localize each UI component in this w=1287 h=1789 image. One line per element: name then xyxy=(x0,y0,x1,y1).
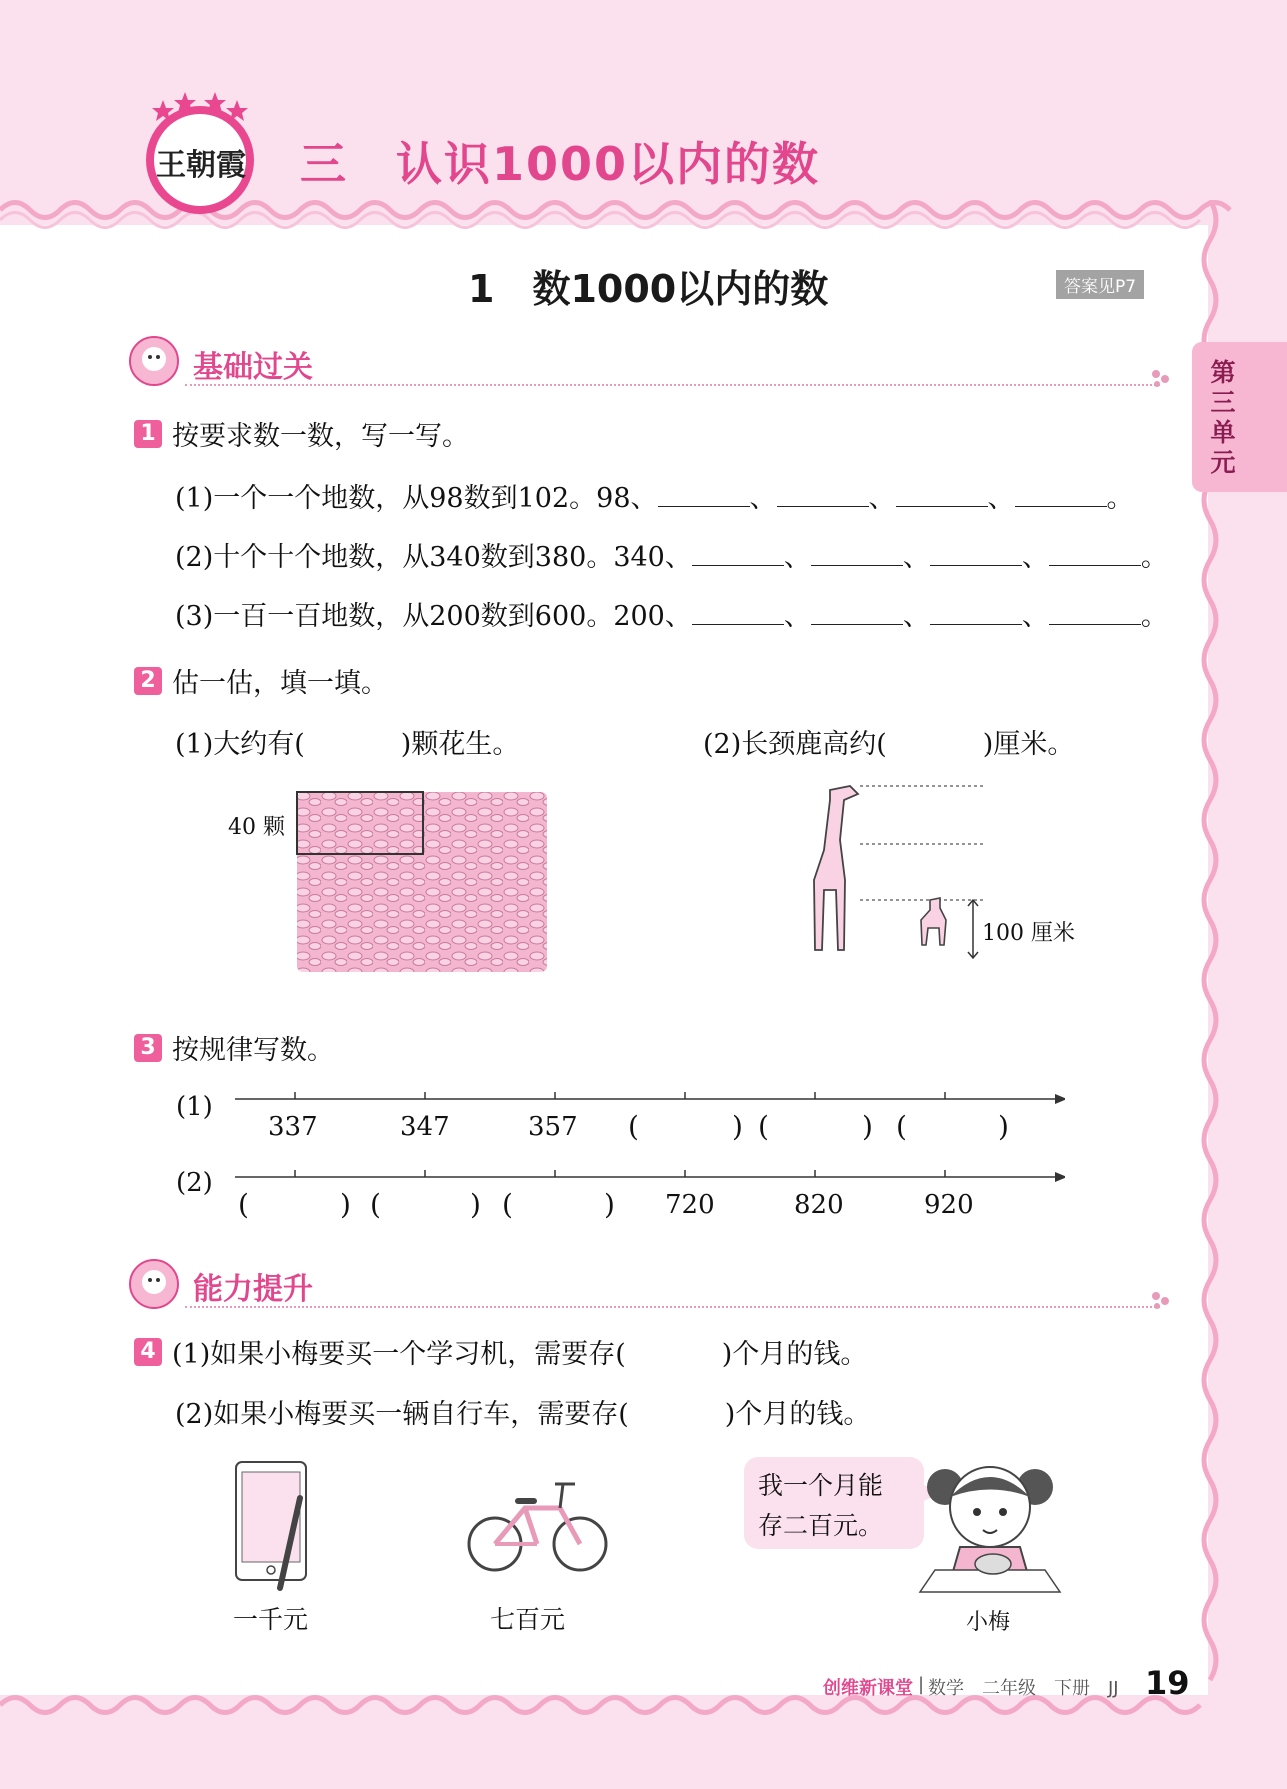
q3-prompt: 按规律写数。 xyxy=(172,1035,334,1066)
page-number: 19 xyxy=(1145,1664,1190,1702)
speech-text-line-1: 我一个月能 xyxy=(758,1471,884,1500)
separator: 、 xyxy=(749,483,777,514)
section-mascot-icon xyxy=(128,1258,180,1310)
question-number-badge: 3 xyxy=(134,1034,162,1062)
q1-item-1 xyxy=(175,476,1134,515)
bicycle-image xyxy=(465,1468,610,1578)
answer-blank[interactable] xyxy=(1049,602,1141,625)
answer-blank[interactable] xyxy=(692,543,784,566)
q2-part1 xyxy=(175,722,519,761)
giraffe-deer-image xyxy=(800,780,1000,960)
logo-name: 王朝霞 xyxy=(156,148,246,183)
answer-blank[interactable] xyxy=(1015,484,1107,507)
separator: 、 xyxy=(902,601,930,632)
answer-paren-close: ) xyxy=(862,1110,873,1143)
q2-part2-post: )厘米。 xyxy=(982,729,1075,760)
section-mascot-icon xyxy=(128,335,180,387)
answer-blank[interactable] xyxy=(811,543,903,566)
footer-book-info: 数学 二年级 下册 JJ xyxy=(928,1678,1119,1699)
question-number-badge: 2 xyxy=(134,667,162,695)
number-line-1-value: 347 xyxy=(400,1112,450,1142)
peanut-pile-image xyxy=(295,790,550,975)
separator: 、 xyxy=(783,542,811,573)
question-number-badge: 4 xyxy=(134,1338,162,1366)
q2-part2 xyxy=(703,722,1074,761)
speech-text-line-2: 存二百元。 xyxy=(758,1511,884,1540)
answer-paren-open[interactable]: ( xyxy=(896,1110,907,1143)
answer-blank[interactable] xyxy=(896,484,988,507)
answer-paren-close: ) xyxy=(998,1110,1009,1143)
answer-blank[interactable] xyxy=(658,484,750,507)
answer-blank[interactable] xyxy=(811,602,903,625)
number-line-1-value: 337 xyxy=(268,1112,318,1142)
separator: 、 xyxy=(1021,601,1049,632)
answer-paren-open[interactable]: ( xyxy=(758,1110,769,1143)
number-line-1-value: 357 xyxy=(528,1112,578,1142)
q2-part1-post: )颗花生。 xyxy=(400,729,520,760)
tablet-price: 一千元 xyxy=(233,1605,309,1634)
answer-paren-open[interactable]: ( xyxy=(238,1188,249,1221)
separator: 、 xyxy=(783,601,811,632)
q2-part1-pre: (1)大约有( xyxy=(175,729,305,760)
lesson-title: 1 数1000以内的数 xyxy=(468,267,829,311)
answer-paren-close: ) xyxy=(470,1188,481,1221)
q4-line-2-post: )个月的钱。 xyxy=(724,1399,871,1430)
bicycle-price: 七百元 xyxy=(490,1605,566,1634)
q2-prompt: 估一估，填一填。 xyxy=(172,668,388,699)
dots-decor-icon xyxy=(1148,1288,1172,1312)
answer-blank[interactable] xyxy=(692,602,784,625)
section-title-basic: 基础过关 xyxy=(193,350,313,385)
section-divider xyxy=(185,1306,1160,1308)
q1-prompt: 按要求数一数，写一写。 xyxy=(172,421,469,452)
q4-line-2 xyxy=(175,1392,870,1431)
period: 。 xyxy=(1140,601,1168,632)
peanut-sample-label: 40 颗 xyxy=(228,815,285,840)
q4-line-1-pre: (1)如果小梅要买一个学习机，需要存( xyxy=(172,1339,626,1370)
answer-blank[interactable] xyxy=(930,602,1022,625)
q1-item-3-text: (3)一百一百地数，从200数到600。200、 xyxy=(175,601,692,632)
answer-paren-open[interactable]: ( xyxy=(502,1188,513,1221)
dots-decor-icon xyxy=(1148,366,1172,390)
question-number-badge: 1 xyxy=(134,420,162,448)
number-line-2-label: (2) xyxy=(176,1168,213,1198)
period: 。 xyxy=(1140,542,1168,573)
answer-paren-close: ) xyxy=(340,1188,351,1221)
footer-brand: 创维新课堂 xyxy=(823,1678,913,1699)
section-divider xyxy=(185,384,1160,386)
number-line-2-value: 820 xyxy=(794,1190,844,1220)
girl-xiaomei-image xyxy=(915,1452,1065,1602)
answer-blank[interactable] xyxy=(1049,543,1141,566)
answer-paren-open[interactable]: ( xyxy=(370,1188,381,1221)
deer-height-label: 100 厘米 xyxy=(982,921,1075,946)
q1-item-1-text: (1)一个一个地数，从98数到102。98、 xyxy=(175,483,658,514)
answer-blank[interactable] xyxy=(777,484,869,507)
number-line-2-value: 720 xyxy=(665,1190,715,1220)
answer-paren-close: ) xyxy=(604,1188,615,1221)
unit-side-tab-label: 第三单元 xyxy=(1210,358,1236,477)
q1-item-2 xyxy=(175,535,1168,574)
q2-part2-pre: (2)长颈鹿高约( xyxy=(703,729,887,760)
q4-line-1 xyxy=(172,1332,867,1371)
separator: 、 xyxy=(868,483,896,514)
number-line-1-label: (1) xyxy=(176,1092,213,1122)
number-line-2-value: 920 xyxy=(924,1190,974,1220)
answer-reference-tag: 答案见P7 xyxy=(1056,270,1144,299)
footer-divider: | xyxy=(918,1674,925,1695)
q1-item-2-text: (2)十个十个地数，从340数到380。340、 xyxy=(175,542,692,573)
period: 。 xyxy=(1106,483,1134,514)
number-lines xyxy=(225,1085,1065,1205)
q1-item-3 xyxy=(175,594,1168,633)
separator: 、 xyxy=(987,483,1015,514)
answer-paren-open[interactable]: ( xyxy=(628,1110,639,1143)
answer-paren-close: ) xyxy=(732,1110,743,1143)
separator: 、 xyxy=(1021,542,1049,573)
q4-line-1-post: )个月的钱。 xyxy=(721,1339,868,1370)
q4-line-2-pre: (2)如果小梅要买一辆自行车，需要存( xyxy=(175,1399,629,1430)
unit-title: 三 认识1000以内的数 xyxy=(300,137,821,191)
separator: 、 xyxy=(902,542,930,573)
girl-name-label: 小梅 xyxy=(966,1610,1011,1635)
learning-tablet-image xyxy=(230,1458,320,1593)
section-title-advanced: 能力提升 xyxy=(193,1272,313,1307)
answer-blank[interactable] xyxy=(930,543,1022,566)
